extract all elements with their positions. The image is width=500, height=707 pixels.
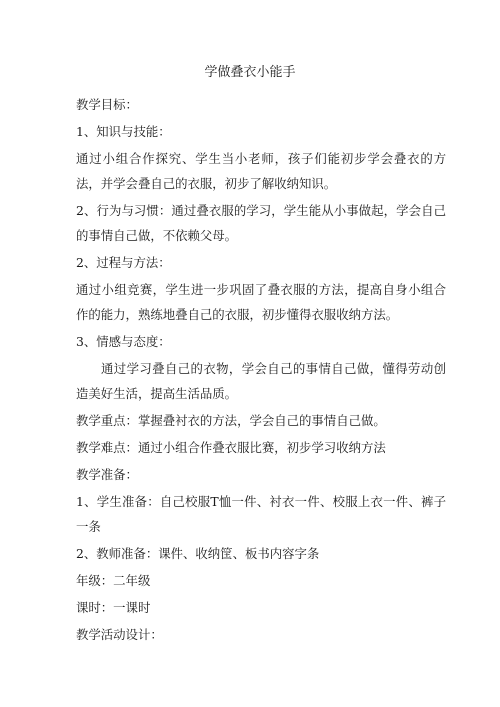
paragraph-emotion-attitude: 通过学习叠自己的衣物，学会自己的事情自己做，懂得劳动创造美好生活，提高生活品质。 bbox=[76, 361, 446, 401]
document-body bbox=[76, 96, 446, 653]
paragraph-knowledge-skills: 通过小组合作探究、学生当小老师，孩子们能初步学会叠衣的方法，并学会叠自己的衣服，初步了解收纳知识。 bbox=[76, 151, 446, 191]
heading-knowledge-skills: 1、知识与技能： bbox=[76, 124, 171, 139]
paragraph-behavior-habits: 2、行为与习惯：通过叠衣服的学习，学生能从小事做起，学会自己的事情自己做，不依赖父母。 bbox=[76, 203, 446, 243]
paragraph-difficult-points: 教学难点：通过小组合作叠衣服比赛，初步学习收纳方法 bbox=[76, 440, 386, 455]
paragraph-student-preparation: 1、学生准备：自己校服T恤一件、衬衣一件、校服上衣一件、裤子一条 bbox=[76, 494, 446, 534]
heading-preparation: 教学准备： bbox=[76, 467, 138, 482]
document-title: 学做叠衣小能手 bbox=[204, 65, 296, 80]
paragraph-lesson-hours: 课时：一课时 bbox=[76, 600, 151, 615]
heading-activity-design: 教学活动设计： bbox=[76, 627, 163, 642]
paragraph-grade: 年级：二年级 bbox=[76, 573, 151, 588]
heading-emotion-attitude: 3、情感与态度： bbox=[76, 334, 171, 349]
paragraph-process-methods: 通过小组竞赛，学生进一步巩固了叠衣服的方法，提高自身小组合作的能力，熟练地叠自己的衣服，初步懂得衣服收纳方法。 bbox=[76, 282, 446, 322]
paragraph-teacher-preparation: 2、教师准备：课件、收纳筐、板书内容字条 bbox=[76, 546, 320, 561]
heading-process-methods: 2、过程与方法： bbox=[76, 255, 171, 270]
heading-teaching-goals: 教学目标： bbox=[76, 97, 138, 112]
paragraph-key-points: 教学重点：掌握叠衬衣的方法，学会自己的事情自己做。 bbox=[76, 413, 386, 428]
